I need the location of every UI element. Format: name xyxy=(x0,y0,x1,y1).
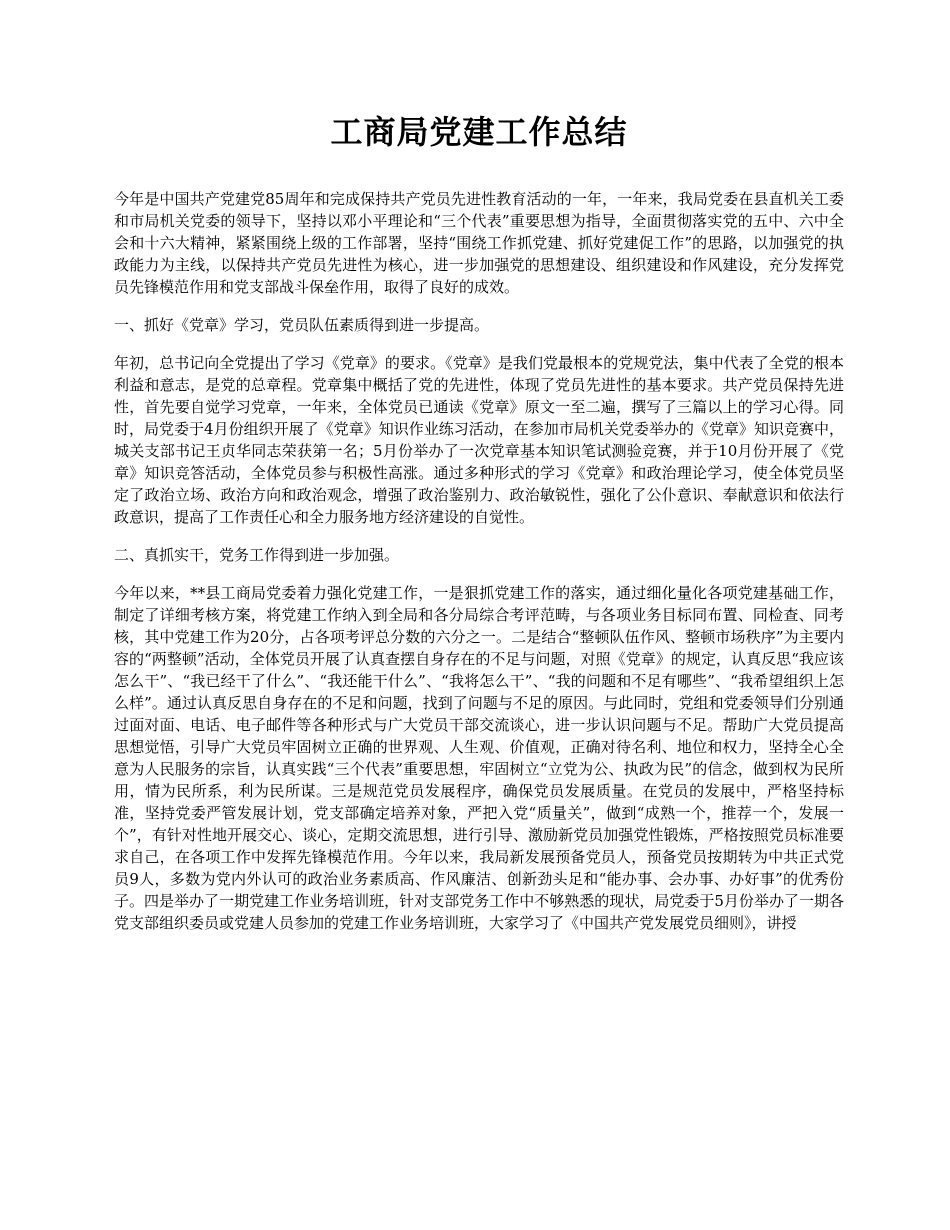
section-2-heading: 二、真抓实干，党务工作得到进一步加强。 xyxy=(114,545,400,564)
document-page xyxy=(114,112,844,950)
section-1-body: 年初，总书记向全党提出了学习《党章》的要求。《党章》是我们党最根本的党规党法，集中代表了全党的根本利益和意志，是党的总章程。党章集中概括了党的先进性，体现了党员先进性的基本要求。共产党员保持先进性，首先要自觉学习党章，一年来，全体党员已通读《党章》原文一至二遍，撰写了三篇以上的学习心得。同时，局党委于4月份组织开展了《党章》知识作业练习活动，在参加市局机关党委举办的《党章》知识竞赛中，城关支部书记王贞华同志荣获第一名；5月份举办了一次党章基本知识笔试测验竞赛，并于10月份开展了《党章》知识竞答活动，全体党员参与积极性高涨。通过多种形式的学习《党章》和政治理论学习，使全体党员坚定了政治立场、政治方向和政治观念，增强了政治鉴别力、政治敏锐性，强化了公仆意识、奉献意识和依法行政意识，提高了工作责任心和全力服务地方经济建设的自觉性。 xyxy=(114,353,844,526)
section-2-body: 今年以来，**县工商局党委着力强化党建工作，一是狠抓党建工作的落实，通过细化量化各项党建基础工作，制定了详细考核方案，将党建工作纳入到全局和各分局综合考评范畴，与各项业务目标同布置、同检查、同考核，其中党建工作为20分，占各项考评总分数的六分之一。二是结合“整顿队伍作风、整顿市场秩序”为主要内容的“两整顿”活动，全体党员开展了认真查摆自身存在的不足与问题，对照《党章》的规定，认真反思“我应该怎么干”、“我已经干了什么”、“我还能干什么”、“我将怎么干”、“我的问题和不足有哪些”、“我希望组织上怎么样”。通过认真反思自身存在的不足和问题，找到了问题与不足的原因。与此同时，党组和党委领导们分别通过面对面、电话、电子邮件等各种形式与广大党员干部交流谈心，进一步认识问题与不足。帮助广大党员提高思想觉悟，引导广大党员牢固树立正确的世界观、人生观、价值观，正确对待名利、地位和权力，坚持全心全意为人民服务的宗旨，认真实践“三个代表”重要思想，牢固树立“立党为公、执政为民”的信念，做到权为民所用，情为民所系，利为民所谋。三是规范党员发展程序，确保党员发展质量。在党员的发展中，严格坚持标准，坚持党委严管发展计划，党支部确定培养对象，严把入党“质量关”，做到“成熟一个，推荐一个，发展一个”，有针对性地开展交心、谈心，定期交流思想，进行引导、激励新党员加强党性锻炼，严格按照党员标准要求自己，在各项工作中发挥先锋模范作用。今年以来，我局新发展预备党员人，预备党员按期转为中共正式党员9人，多数为党内外认可的政治业务素质高、作风廉洁、创新劲头足和“能办事、会办事、办好事”的优秀份子。四是举办了一期党建工作业务培训班，针对支部党务工作中不够熟悉的现状，局党委于5月份举办了一期各党支部组织委员或党建人员参加的党建工作业务培训班，大家学习了《中国共产党发展党员细则》，讲授 xyxy=(114,583,844,932)
document-title: 工商局党建工作总结 xyxy=(330,113,628,151)
intro-paragraph: 今年是中国共产党建党85周年和完成保持共产党员先进性教育活动的一年，一年来，我局党委在县直机关工委和市局机关党委的领导下，坚持以邓小平理论和“三个代表”重要思想为指导，全面贯彻落实党的五中、六中全会和十六大精神，紧紧围绕上级的工作部署，坚持“围绕工作抓党建、抓好党建促工作”的思路，以加强党的执政能力为主线，以保持共产党员先进性为核心，进一步加强党的思想建设、组织建设和作风建设，充分发挥党员先锋模范作用和党支部战斗保垒作用，取得了良好的成效。 xyxy=(114,189,844,296)
section-1-heading: 一、抓好《党章》学习，党员队伍素质得到进一步提高。 xyxy=(114,315,490,334)
